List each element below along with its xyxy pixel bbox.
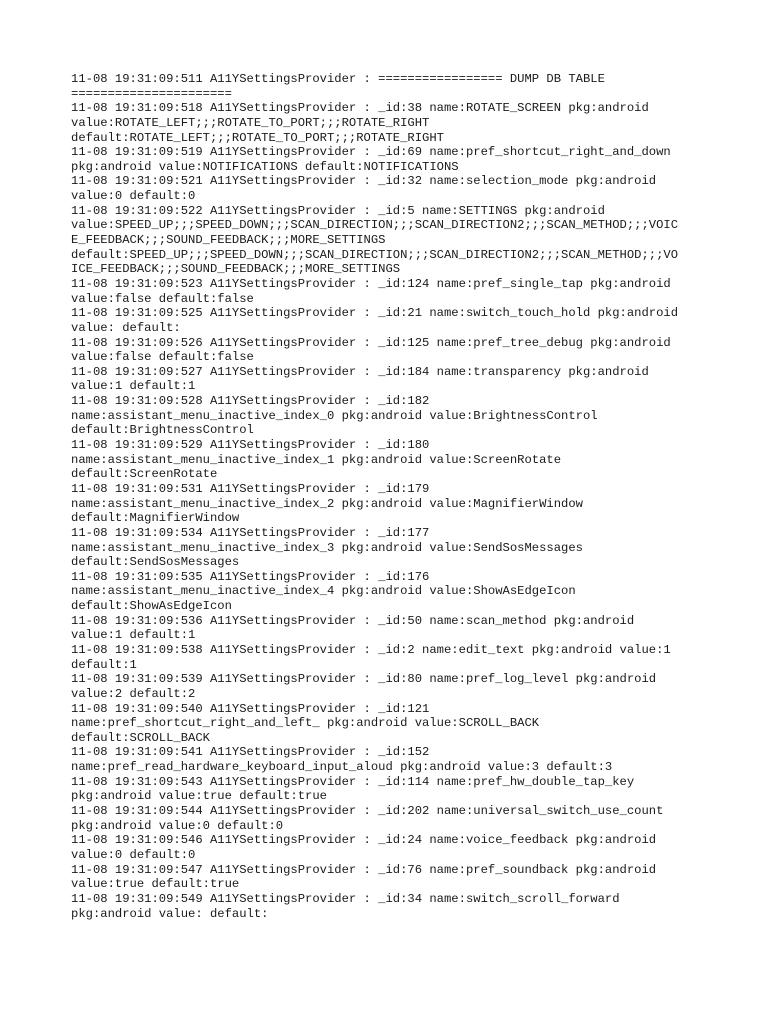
log-line: default:SCROLL_BACK xyxy=(71,730,210,745)
log-line: 11-08 19:31:09:549 A11YSettingsProvider : _id:34 name:switch_scroll_forward xyxy=(71,891,620,906)
log-line: 11-08 19:31:09:547 A11YSettingsProvider : _id:76 name:pref_soundback pkg:android xyxy=(71,862,657,877)
log-line: name:pref_shortcut_right_and_left_ pkg:android value:SCROLL_BACK xyxy=(71,716,540,731)
log-line: 11-08 19:31:09:534 A11YSettingsProvider : _id:177 xyxy=(71,525,430,540)
log-line: value:SPEED_UP;;;SPEED_DOWN;;;SCAN_DIRECTION;;;SCAN_DIRECTION2;;;SCAN_METHOD;;;VOIC xyxy=(71,218,679,233)
log-line: name:assistant_menu_inactive_index_4 pkg:android value:ShowAsEdgeIcon xyxy=(71,584,576,599)
log-line: 11-08 19:31:09:540 A11YSettingsProvider : _id:121 xyxy=(71,701,430,716)
log-line: name:assistant_menu_inactive_index_3 pkg:android value:SendSosMessages xyxy=(71,540,583,555)
log-line: name:pref_read_hardware_keyboard_input_aloud pkg:android value:3 default:3 xyxy=(71,760,613,775)
log-line: 11-08 19:31:09:541 A11YSettingsProvider : _id:152 xyxy=(71,745,430,760)
log-line: ICE_FEEDBACK;;;SOUND_FEEDBACK;;;MORE_SETTINGS xyxy=(71,262,401,277)
log-line: value:ROTATE_LEFT;;;ROTATE_TO_PORT;;;ROTATE_RIGHT xyxy=(71,115,430,130)
log-line: 11-08 19:31:09:523 A11YSettingsProvider : _id:124 name:pref_single_tap pkg:android xyxy=(71,276,671,291)
log-line: 11-08 19:31:09:546 A11YSettingsProvider : _id:24 name:voice_feedback pkg:android xyxy=(71,833,657,848)
log-line: default:MagnifierWindow xyxy=(71,511,240,526)
log-line: name:assistant_menu_inactive_index_1 pkg:android value:ScreenRotate xyxy=(71,452,562,467)
log-line: default:SPEED_UP;;;SPEED_DOWN;;;SCAN_DIRECTION;;;SCAN_DIRECTION2;;;SCAN_METHOD;;;VO xyxy=(71,247,679,262)
log-line: pkg:android value: default: xyxy=(71,906,269,921)
log-line: default:SendSosMessages xyxy=(71,555,240,570)
log-line: 11-08 19:31:09:527 A11YSettingsProvider : _id:184 name:transparency pkg:android xyxy=(71,364,649,379)
log-line: value: default: xyxy=(71,320,181,335)
log-line: 11-08 19:31:09:539 A11YSettingsProvider : _id:80 name:pref_log_level pkg:android xyxy=(71,672,657,687)
log-line: value:false default:false xyxy=(71,350,254,365)
log-line: 11-08 19:31:09:526 A11YSettingsProvider : _id:125 name:pref_tree_debug pkg:android xyxy=(71,335,671,350)
log-line: 11-08 19:31:09:538 A11YSettingsProvider : _id:2 name:edit_text pkg:android value:1 xyxy=(71,642,671,657)
log-line: default:BrightnessControl xyxy=(71,423,254,438)
log-line: value:0 default:0 xyxy=(71,189,196,204)
log-line: 11-08 19:31:09:521 A11YSettingsProvider : _id:32 name:selection_mode pkg:android xyxy=(71,174,657,189)
log-line: name:assistant_menu_inactive_index_2 pkg:android value:MagnifierWindow xyxy=(71,496,583,511)
log-line: default:ShowAsEdgeIcon xyxy=(71,599,232,614)
log-line: 11-08 19:31:09:519 A11YSettingsProvider : _id:69 name:pref_shortcut_right_and_down xyxy=(71,145,671,160)
log-line: 11-08 19:31:09:544 A11YSettingsProvider : _id:202 name:universal_switch_use_count xyxy=(71,804,664,819)
log-line: 11-08 19:31:09:535 A11YSettingsProvider : _id:176 xyxy=(71,569,430,584)
log-line: value:1 default:1 xyxy=(71,628,196,643)
log-line: value:0 default:0 xyxy=(71,847,196,862)
log-line: E_FEEDBACK;;;SOUND_FEEDBACK;;;MORE_SETTINGS xyxy=(71,233,386,248)
log-line: 11-08 19:31:09:518 A11YSettingsProvider : _id:38 name:ROTATE_SCREEN pkg:android xyxy=(71,101,649,116)
log-line: default:ScreenRotate xyxy=(71,467,218,482)
log-line: 11-08 19:31:09:536 A11YSettingsProvider : _id:50 name:scan_method pkg:android xyxy=(71,613,635,628)
log-line: pkg:android value:0 default:0 xyxy=(71,818,284,833)
log-line: value:true default:true xyxy=(71,877,240,892)
log-line: 11-08 19:31:09:525 A11YSettingsProvider : _id:21 name:switch_touch_hold pkg:android xyxy=(71,306,679,321)
log-line: pkg:android value:true default:true xyxy=(71,789,327,804)
log-line: value:1 default:1 xyxy=(71,379,196,394)
log-line: value:false default:false xyxy=(71,291,254,306)
log-line: pkg:android value:NOTIFICATIONS default:NOTIFICATIONS xyxy=(71,159,459,174)
log-line: 11-08 19:31:09:529 A11YSettingsProvider : _id:180 xyxy=(71,438,430,453)
log-line: ====================== xyxy=(71,86,232,101)
log-line: 11-08 19:31:09:543 A11YSettingsProvider : _id:114 name:pref_hw_double_tap_key xyxy=(71,774,635,789)
log-line: name:assistant_menu_inactive_index_0 pkg:android value:BrightnessControl xyxy=(71,408,598,423)
log-line: 11-08 19:31:09:511 A11YSettingsProvider : ================= DUMP DB TABLE xyxy=(71,72,605,86)
log-line: 11-08 19:31:09:528 A11YSettingsProvider : _id:182 xyxy=(71,394,430,409)
log-line: 11-08 19:31:09:531 A11YSettingsProvider : _id:179 xyxy=(71,481,430,496)
log-text-block xyxy=(71,72,711,921)
log-line: 11-08 19:31:09:522 A11YSettingsProvider : _id:5 name:SETTINGS pkg:android xyxy=(71,203,605,218)
log-line: default:1 xyxy=(71,657,137,672)
log-line: value:2 default:2 xyxy=(71,686,196,701)
log-line: default:ROTATE_LEFT;;;ROTATE_TO_PORT;;;ROTATE_RIGHT xyxy=(71,130,444,145)
